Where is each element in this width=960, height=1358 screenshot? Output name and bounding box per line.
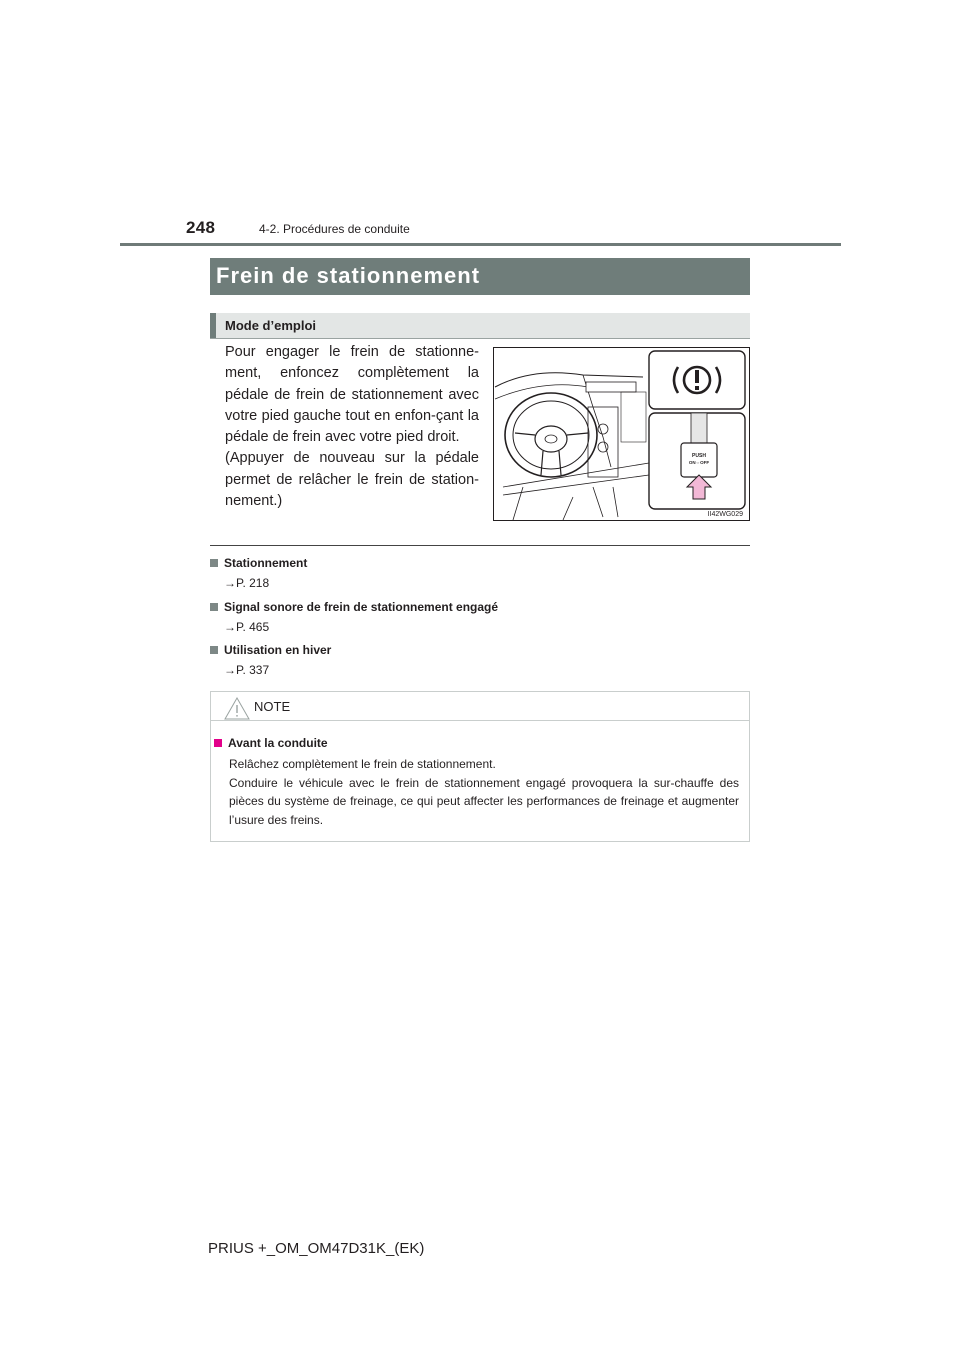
subheading-rule	[210, 338, 750, 339]
pedal-label-onoff: ON⇔OFF	[688, 460, 710, 465]
bullet-square-icon	[210, 559, 218, 567]
note-label: NOTE	[254, 699, 291, 714]
note-line-2: Conduire le véhicule avec le frein de stationnement engagé provoquera la sur-chauffe des pièces du système de freinage, ce qui peut affecter les performances de freinage et augmenter l’usure des freins.	[229, 775, 739, 827]
section-divider	[210, 545, 750, 546]
item-heading-3: Utilisation en hiver	[210, 643, 331, 657]
note-title: Avant la conduite	[214, 736, 328, 750]
parking-brake-illustration	[493, 347, 750, 521]
header-rule	[120, 243, 841, 246]
pedal-label-push: PUSH	[692, 453, 706, 459]
page-number: 248	[186, 218, 216, 237]
instructions-para-1: Pour engager le frein de stationne-ment, enfoncez complètement la pédale de frein de stationnement avec votre pied gauche tout en enfon-çant la pédale de frein avec votre pied droit.	[225, 344, 479, 446]
item-ref-3: →P. 337	[224, 663, 270, 677]
item-ref-1: →P. 218	[224, 576, 270, 590]
item-heading-1: Stationnement	[210, 556, 307, 570]
illustration-code: II42WG029	[707, 511, 743, 518]
caution-triangle-icon	[224, 697, 250, 720]
note-line-1: Relâchez complètement le frein de stationnement.	[229, 757, 496, 771]
instructions-para-2: (Appuyer de nouveau sur la pédale permet de relâcher le frein de station-nement.)	[225, 450, 479, 510]
bullet-square-icon	[210, 646, 218, 654]
instructions-text	[225, 342, 479, 512]
subheading: Mode d’emploi	[210, 313, 750, 339]
bullet-square-icon	[210, 603, 218, 611]
page-title: Frein de stationnement	[210, 258, 750, 295]
bullet-square-icon	[214, 739, 222, 747]
item-heading-2: Signal sonore de frein de stationnement engagé	[210, 600, 498, 614]
item-ref-2: →P. 465	[224, 620, 270, 634]
footer-doc-id: PRIUS +_OM_OM47D31K_(EK)	[208, 1240, 425, 1257]
note-text	[229, 755, 739, 829]
section-title: 4-2. Procédures de conduite	[259, 222, 410, 236]
note-header-rule	[211, 720, 749, 721]
